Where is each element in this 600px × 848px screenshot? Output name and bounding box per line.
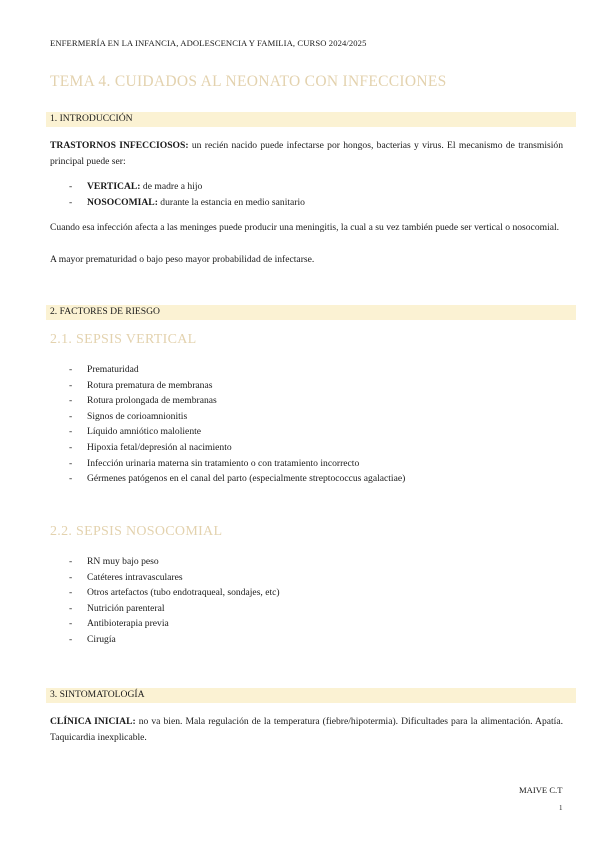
section-heading-label: 3. SINTOMATOLOGÍA [50,689,145,700]
page-number: 1 [559,804,563,812]
list-item [50,195,305,211]
list-item [50,393,405,409]
list-item [50,409,405,425]
list-item [50,362,405,378]
clinica-inicial-paragraph [50,714,563,745]
dash-bullet: - [69,181,73,192]
list-item-text: Cirugía [87,633,116,645]
dash-bullet: - [69,196,73,208]
term-clinica-inicial: CLÍNICA INICIAL: [50,716,136,727]
section-heading-introduccion [46,112,576,127]
list-item [50,378,405,394]
list-item [50,570,280,586]
dash-bullet: - [69,556,73,567]
list-item-text: Gérmenes patógenos en el canal del parto (especialmente streptococcus agalactiae) [87,473,406,485]
list-item-text: Prematuridad [87,364,139,375]
list-item-text: Infección urinaria materna sin tratamiento o con tratamiento incorrecto [87,457,360,469]
meningitis-paragraph: Cuando esa infección afecta a las meninges puede producir una meningitis, la cual a su vez también puede ser vertical o nosocomial. [50,222,560,233]
dash-bullet: - [69,395,73,407]
dash-bullet: - [69,410,73,422]
section-heading-sintomatologia [46,688,576,703]
list-item [50,554,280,570]
list-item-text: Nutrición parenteral [87,602,165,614]
list-item-text: Líquido amniótico maloliente [87,426,202,438]
term-trastornos-infecciosos: TRASTORNOS INFECCIOSOS: [50,140,189,151]
list-item-text: Catéteres intravasculares [87,571,183,583]
page-title: TEMA 4. CUIDADOS AL NEONATO CON INFECCIONES [50,73,447,90]
intro-paragraph-trastornos [50,138,563,169]
list-item-text: Signos de corioamnionitis [87,410,188,422]
sepsis-vertical-list [50,362,405,487]
footer-author: MAIVE C.T [519,785,563,795]
list-item [50,424,405,440]
dash-bullet: - [69,633,73,645]
dash-bullet: - [69,618,73,630]
list-item-text: durante la estancia en medio sanitario [157,196,305,208]
list-item-text: Rotura prematura de membranas [87,379,213,391]
dash-bullet: - [69,473,73,485]
sepsis-nosocomial-list [50,554,280,648]
dash-bullet: - [69,441,73,453]
list-item-text: RN muy bajo peso [87,556,159,567]
list-item-text: Hipoxia fetal/depresión al nacimiento [87,441,232,453]
subsection-title-sepsis-nosocomial: 2.2. SEPSIS NOSOCOMIAL [50,524,223,539]
list-item [50,601,280,617]
list-item-text: de madre a hijo [140,181,203,192]
section-heading-label: 1. INTRODUCCIÓN [50,113,133,124]
list-item-text: Otros artefactos (tubo endotraqueal, sondajes, etc) [87,587,280,599]
intro-paragraph-text: un recién nacido puede infectarse por hongos, bacterias y virus. El mecanismo de transmisión principal puede ser: [50,140,563,167]
list-item [50,585,280,601]
term-nosocomial: NOSOCOMIAL: [87,196,158,208]
subsection-title-sepsis-vertical: 2.1. SEPSIS VERTICAL [50,332,197,347]
list-item [50,616,280,632]
dash-bullet: - [69,602,73,614]
list-item [50,632,280,648]
term-vertical: VERTICAL: [87,181,141,192]
dash-bullet: - [69,571,73,583]
prematuridad-paragraph: A mayor prematuridad o bajo peso mayor probabilidad de infectarse. [50,254,315,265]
section-heading-label: 2. FACTORES DE RIESGO [50,306,160,317]
list-item-text: Antibioterapia previa [87,618,169,630]
list-item [50,456,405,472]
list-item [50,471,405,487]
section-heading-factores-de-riesgo [46,305,576,320]
dash-bullet: - [69,364,73,375]
dash-bullet: - [69,587,73,599]
list-item [50,440,405,456]
list-item [50,179,305,195]
transmission-list [50,179,305,210]
list-item-text: Rotura prolongada de membranas [87,395,217,407]
dash-bullet: - [69,457,73,469]
clinica-inicial-text: no va bien. Mala regulación de la temperatura (fiebre/hipotermia). Dificultades para la alimentación. Apatía. Taquicardia inexplicable. [50,716,564,743]
dash-bullet: - [69,379,73,391]
course-header: ENFERMERÍA EN LA INFANCIA, ADOLESCENCIA Y FAMILIA, CURSO 2024/2025 [50,38,367,48]
dash-bullet: - [69,426,73,438]
